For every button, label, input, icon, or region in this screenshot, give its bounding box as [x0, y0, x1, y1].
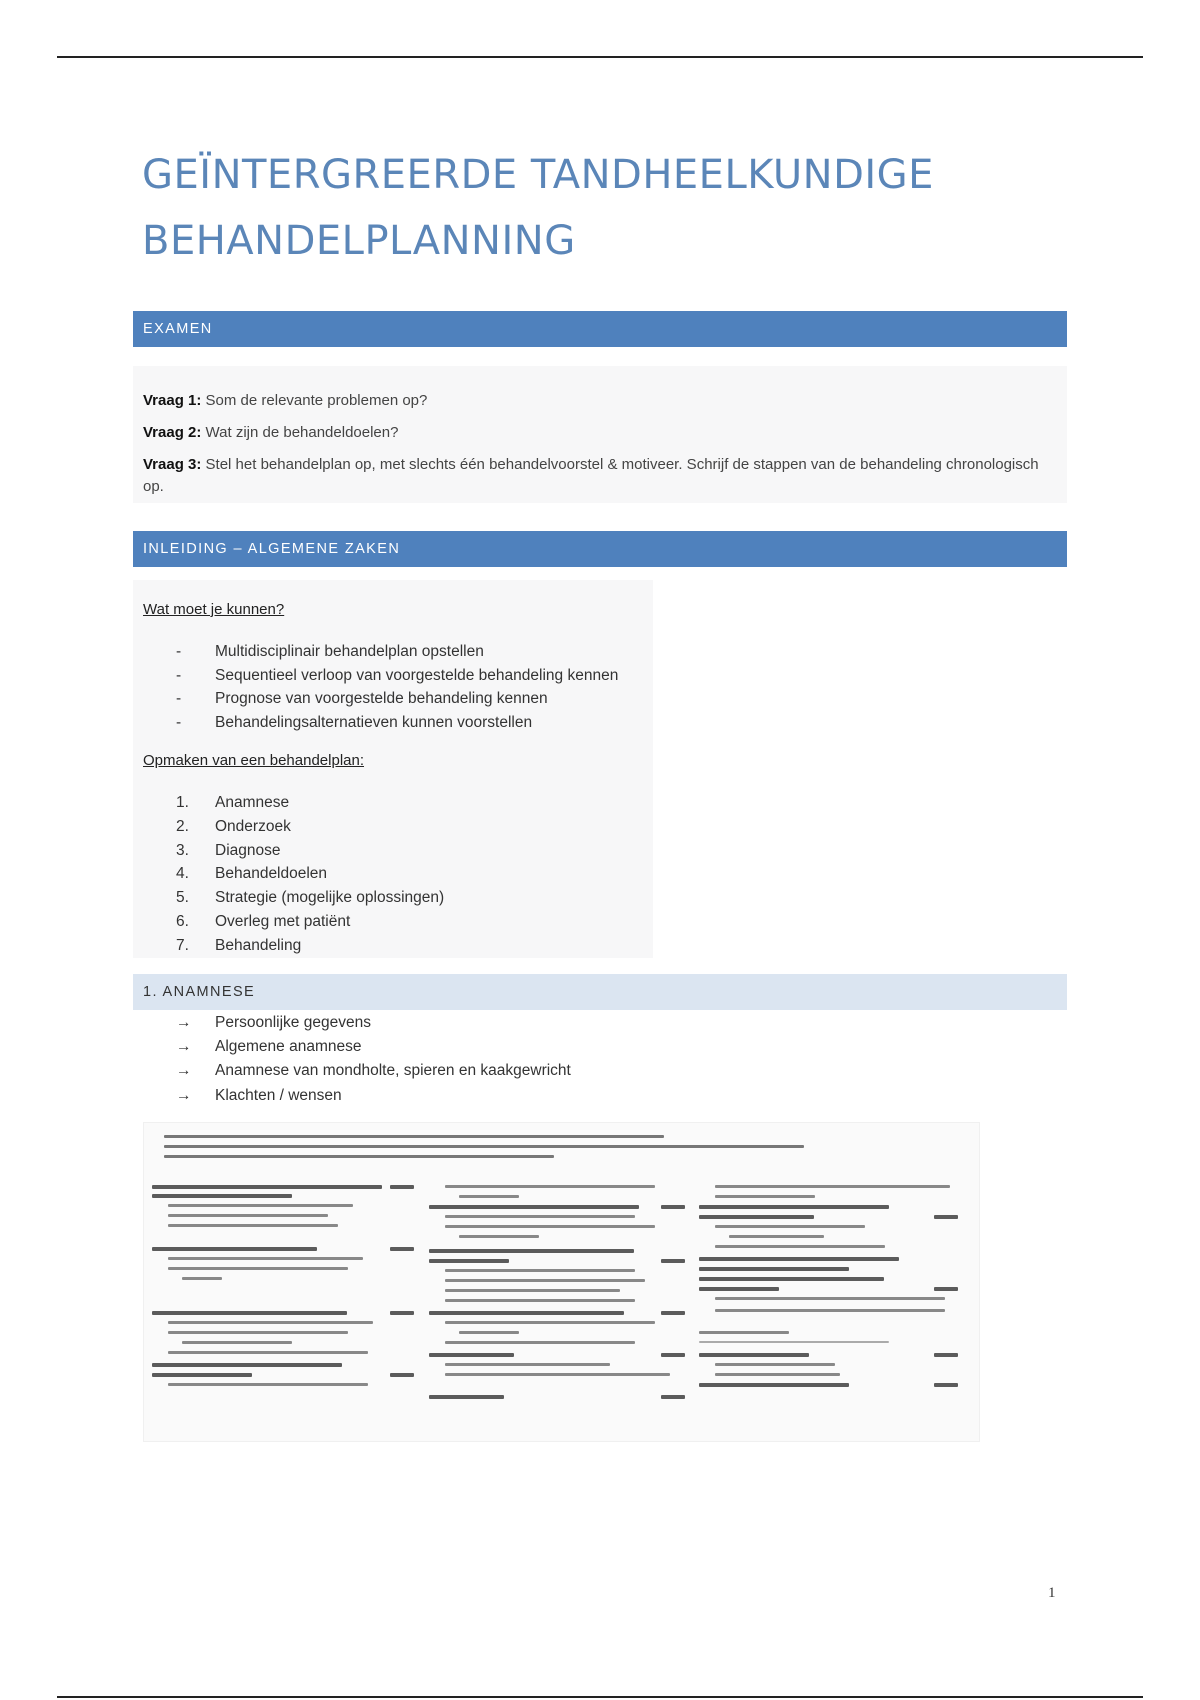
question-label: Vraag 3:	[143, 456, 202, 473]
list-item: 4. Behandeldoelen	[176, 865, 328, 883]
exam-question-3	[143, 454, 1043, 498]
question-label: Vraag 2:	[143, 424, 202, 441]
title-line-1: GEÏNTERGREERDE TANDHEELKUNDIGE	[142, 152, 934, 198]
list-item: 2. Onderzoek	[176, 817, 291, 835]
question-text: Wat zijn de behandeldoelen?	[201, 424, 399, 441]
list-item: 6. Overleg met patiënt	[176, 912, 351, 930]
list-item: 1. Anamnese	[176, 794, 290, 811]
list-item: → Persoonlijke gegevens	[176, 1011, 571, 1035]
top-rule	[57, 56, 1143, 58]
section-header-examen: EXAMEN	[133, 311, 1067, 347]
list-item: - Sequentieel verloop van voorgestelde behandeling kennen	[176, 666, 619, 684]
list-item: - Behandelingsalternatieven kunnen voorstellen	[176, 713, 533, 731]
section-header-anamnese: 1. ANAMNESE	[133, 974, 1067, 1010]
page-number: 1	[1048, 1585, 1056, 1601]
list-item: → Algemene anamnese	[176, 1035, 571, 1059]
question-label: Vraag 1:	[143, 392, 202, 409]
list-item: 5. Strategie (mogelijke oplossingen)	[176, 889, 445, 907]
question-text: Som de relevante problemen op?	[201, 392, 428, 409]
bottom-rule	[57, 1696, 1143, 1698]
kunnen-heading: Wat moet je kunnen?	[143, 601, 285, 618]
arrow-right-icon: →	[176, 1086, 192, 1104]
arrow-right-icon: →	[176, 1038, 192, 1056]
title-line-2: BEHANDELPLANNING	[142, 218, 576, 264]
arrow-right-icon: →	[176, 1014, 192, 1031]
arrow-right-icon: →	[176, 1062, 192, 1080]
list-item: → Klachten / wensen	[176, 1084, 571, 1108]
opmaken-heading: Opmaken van een behandelplan:	[143, 752, 365, 769]
questionnaire-scan-image	[143, 1122, 980, 1442]
opmaken-list	[176, 791, 444, 958]
exam-question-1	[143, 390, 1043, 412]
document-title	[142, 142, 1122, 274]
kunnen-list	[176, 640, 618, 734]
exam-question-2	[143, 422, 1043, 444]
anamnese-list	[176, 1011, 571, 1108]
list-item: - Multidisciplinair behandelplan opstellen	[176, 643, 484, 660]
question-text: Stel het behandelplan op, met slechts één behandelvoorstel & motiveer. Schrijf de stappen van de behandeling chronologisch op.	[143, 456, 1039, 495]
list-item: 7. Behandeling	[176, 936, 302, 954]
list-item: 3. Diagnose	[176, 841, 281, 859]
section-header-inleiding: INLEIDING – ALGEMENE ZAKEN	[133, 531, 1067, 567]
list-item: → Anamnese van mondholte, spieren en kaakgewricht	[176, 1059, 571, 1083]
list-item: - Prognose van voorgestelde behandeling kennen	[176, 690, 548, 707]
